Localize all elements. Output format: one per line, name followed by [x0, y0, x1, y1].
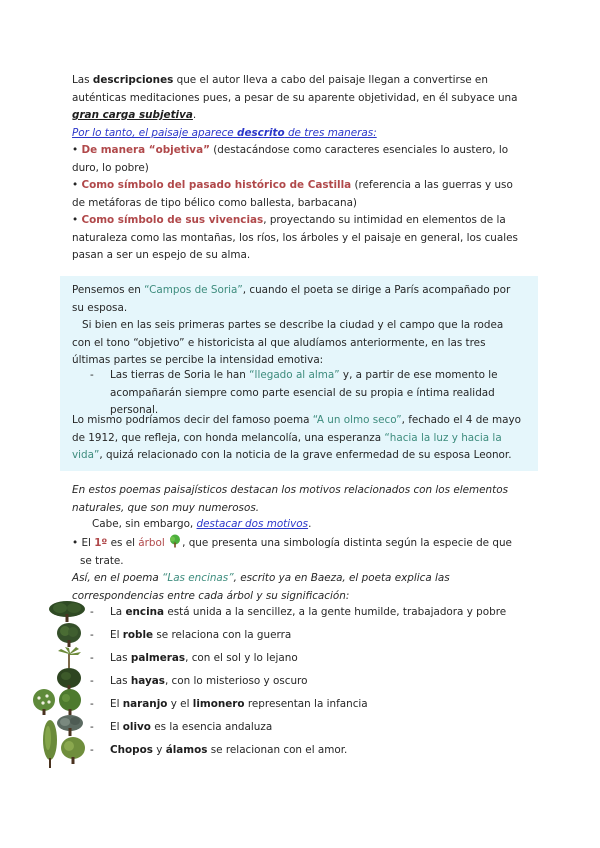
tree-name: encina [125, 606, 165, 618]
box-text-6: , quizá relacionado con la noticia de la grave enfermedad de su esposa Leonor. [99, 449, 512, 461]
tree-name: Chopos [110, 744, 153, 756]
motifs-highlight [92, 516, 542, 534]
arbol-text-3: , que presenta una simbología distinta según la especie de que se trate. [80, 537, 512, 567]
encina-tree-icon [48, 600, 86, 622]
list-dash: - [90, 721, 94, 733]
tree-text: El [110, 698, 123, 710]
tree-name: naranjo [122, 698, 168, 710]
llegado-al-alma: “llegado al alma” [249, 369, 340, 381]
descripciones-bold: descripciones [92, 74, 174, 86]
tree-name-2: álamos [165, 744, 208, 756]
tree-text: El [110, 721, 123, 733]
bullet-vivencias-title: Como símbolo de sus vivencias [81, 214, 264, 226]
bullet-objetiva-title: De manera “objetiva” [81, 144, 210, 156]
tree-text: La [110, 606, 126, 618]
bullet-vivencias [72, 212, 522, 265]
intro-paragraph [72, 72, 522, 125]
arbol-text-2: es el [107, 537, 139, 549]
tree-item-olivo [90, 718, 272, 736]
roble-tree-icon [56, 623, 82, 647]
palmera-tree-icon [56, 646, 82, 668]
heading-text-2: de tres maneras: [284, 127, 377, 139]
tree-text: Las [110, 652, 131, 664]
encinas-text: Así, en el poema [72, 572, 163, 584]
bullet-objetiva-text: (destacándose como caracteres esenciales lo austero, lo duro, lo pobre) [72, 144, 509, 174]
intro-text-2: que el autor lleva a cabo del paisaje llegan a convertirse en auténticas meditaciones pues, a pesar de su aparente objetividad, en él subyace una [72, 74, 518, 104]
tree-item-chopos-alamos [90, 741, 347, 759]
destacar-dos-motivos: destacar dos motivos [196, 518, 309, 530]
tree-meaning: se relaciona con la guerra [153, 629, 292, 641]
tree-meaning: es la esencia andaluza [150, 721, 273, 733]
intro-text: Las [72, 74, 93, 86]
tree-item-hayas [90, 672, 307, 690]
list-dash: - [90, 369, 94, 381]
box-paragraph-3 [72, 412, 522, 465]
tree-meaning: está unida a la sencillez, a la gente humilde, trabajadora y pobre [164, 606, 507, 618]
bullet-objetiva [72, 142, 522, 177]
las-encinas-title: “Las encinas” [162, 572, 234, 584]
bullet-arbol [72, 534, 522, 570]
arbol-text: El [81, 537, 95, 549]
tree-meaning: se relacionan con el amor. [207, 744, 348, 756]
tree-name: olivo [122, 721, 151, 733]
haya-tree-icon [56, 668, 82, 690]
chopo-tree-icon [42, 720, 58, 768]
descrito-bold: descrito [237, 127, 285, 139]
motifs-paragraph [72, 482, 522, 517]
gran-carga-subjetiva: gran carga subjetiva [72, 109, 193, 121]
list-dash: - [90, 675, 94, 687]
bullet-historico [72, 177, 522, 212]
olmo-seco: “A un olmo seco” [312, 414, 402, 426]
list-text: Las tierras de Soria le han [110, 369, 250, 381]
tree-text-mid: y [152, 744, 166, 756]
box-text-3: Si bien en las seis primeras partes se describe la ciudad y el campo que la rodea con el tono “objetivo” e historicista al que aludíamos anteriormente, en las tres últimas partes se percibe la intensidad emotiva: [72, 319, 504, 366]
first-ordinal: 1º [94, 537, 108, 549]
bullet-dot: • [72, 537, 82, 549]
tree-text: El [110, 629, 123, 641]
campos-de-soria: “Campos de Soria” [144, 284, 243, 296]
list-dash: - [90, 652, 94, 664]
list-dash: - [90, 629, 94, 641]
tree-item-palmeras [90, 649, 298, 667]
encinas-paragraph [72, 570, 522, 605]
bullet-historico-title: Como símbolo del pasado histórico de Castilla [81, 179, 352, 191]
tree-meaning: representan la infancia [244, 698, 368, 710]
box-text-5: , fechado el 4 de mayo de 1912, que refleja, con honda melancolía, una esperanza [72, 414, 522, 444]
bullet-dot: • [72, 144, 82, 156]
box-paragraph-1 [72, 282, 522, 317]
tree-name-2: limonero [192, 698, 245, 710]
bullet-dot: • [72, 179, 82, 191]
tree-item-encina [90, 603, 506, 621]
list-text-2: y, a partir de ese momento le acompañarán siempre como parte esencial de su propia e íntima realidad personal. [110, 369, 498, 416]
motifs-text: En estos poemas paisajísticos destacan los motivos relacionados con los elementos naturales, que son muy numerosos. [72, 484, 508, 514]
naranjo-tree-icon [32, 689, 56, 715]
hacia-la-luz: “hacia la luz y hacia la vida” [72, 431, 502, 461]
arbol-word: árbol [138, 537, 165, 549]
box-text: Pensemos en [72, 284, 145, 296]
tree-item-roble [90, 626, 291, 644]
olivo-tree-icon [56, 714, 84, 736]
tree-name: palmeras [130, 652, 186, 664]
list-dash: - [90, 606, 94, 618]
list-dash: - [90, 698, 94, 710]
intro-period: . [192, 109, 197, 121]
tree-item-naranjo-limonero [90, 695, 368, 713]
tree-text-mid: y el [167, 698, 193, 710]
box-text-4: Lo mismo podríamos decir del famoso poema [72, 414, 313, 426]
heading-text: Por lo tanto, el paisaje aparece [72, 127, 238, 139]
encinas-text-2: , escrito ya en Baeza, el poeta explica las correspondencias entre cada árbol y su significación: [72, 572, 450, 602]
list-dash: - [90, 744, 94, 756]
alamo-tree-icon [60, 736, 86, 764]
tree-name: hayas [130, 675, 165, 687]
limonero-tree-icon [58, 689, 82, 715]
tree-text: Las [110, 675, 131, 687]
bullet-vivencias-text: , proyectando su intimidad en elementos de la naturaleza como las montañas, los ríos, los árboles y el paisaje en general, los cuales pasan a ser un espejo de su alma. [72, 214, 518, 261]
box-text-2: , cuando el poeta se dirige a París acompañado por su esposa. [72, 284, 511, 314]
motifs-text-2: Cabe, sin embargo, [92, 518, 197, 530]
motifs-period: . [308, 518, 312, 530]
tree-meaning: , con el sol y lo lejano [185, 652, 298, 664]
tree-meaning: , con lo misterioso y oscuro [164, 675, 308, 687]
box-paragraph-2 [72, 317, 522, 370]
bullet-historico-text: (referencia a las guerras y uso de metáforas de tipo bélico como ballesta, barbacana) [72, 179, 513, 209]
tree-emoji-icon [168, 534, 182, 548]
tree-name: roble [122, 629, 154, 641]
three-ways-heading [72, 125, 522, 143]
bullet-dot: • [72, 214, 82, 226]
